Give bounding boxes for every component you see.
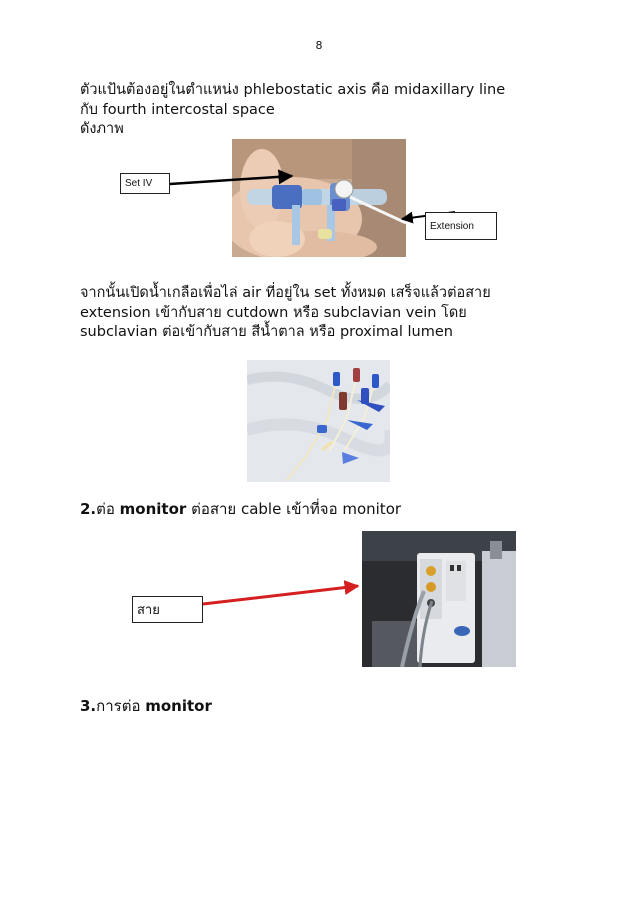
paragraph-extension-connection: จากนั้นเปิดน้ำเกลือเพื่อไล่ air ที่อยู่ใน set ทั้งหมด เสร็จแล้วต่อสาย extension เข้ากับสาย cutdown หรือ subclavian vein โดย subclavian ต่อเข้ากับสาย สีน้ำตาล หรือ proximal lumen xyxy=(80,285,491,340)
arrow-set-iv xyxy=(170,176,292,184)
photo-lumens xyxy=(247,360,390,482)
heading2-number: 2. xyxy=(80,500,97,518)
heading3-bold: monitor xyxy=(145,697,212,715)
heading-monitor-connection xyxy=(80,694,212,718)
photo-monitor xyxy=(362,531,516,667)
arrow-cable xyxy=(203,586,358,604)
page-number: 8 xyxy=(315,39,323,52)
paragraph-phlebostatic-axis: ตัวแป้นต้องอยู่ในตำแหน่ง phlebostatic axis คือ midaxillary line กับ fourth intercostal space ดังภาพ xyxy=(80,82,506,137)
heading2-pre: ต่อ xyxy=(96,500,120,518)
label-extension: Extension xyxy=(425,212,497,240)
label-cable: สาย xyxy=(132,596,203,623)
heading3-pre: การต่อ xyxy=(96,697,146,715)
heading3-number: 3. xyxy=(80,697,97,715)
label-set-iv: Set IV xyxy=(120,173,170,194)
heading2-bold: monitor xyxy=(119,500,187,518)
heading-connect-monitor xyxy=(80,497,401,521)
heading2-post: ต่อสาย cable เข้าที่จอ monitor xyxy=(186,500,402,518)
